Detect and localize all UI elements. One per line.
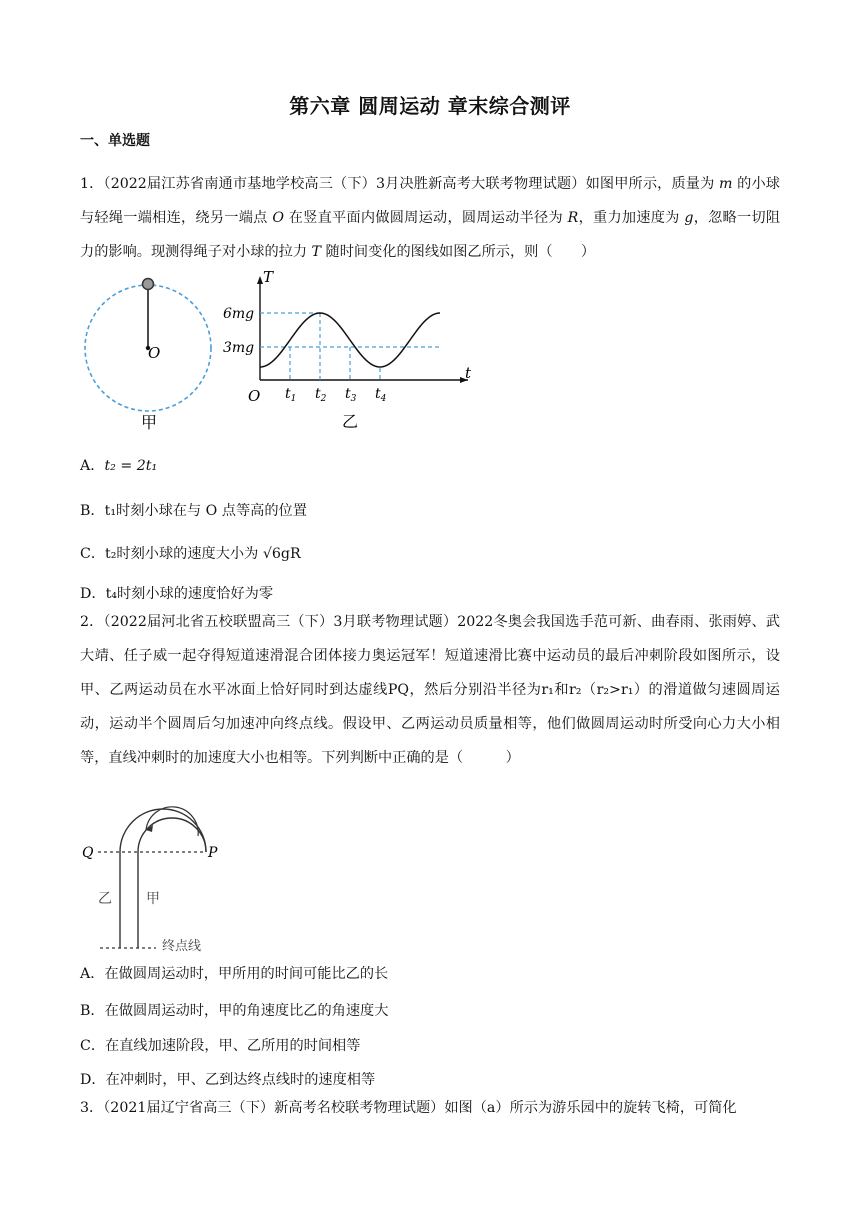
y-axis-label: T [263, 268, 274, 286]
track-yi [120, 809, 206, 948]
figure-skating-track [76, 800, 236, 960]
figure-circle-diagram [76, 268, 226, 438]
ball [143, 279, 154, 290]
tick-3mg: 3mg [223, 340, 255, 356]
question-1-text: 1．（2022届江苏省南通市基地学校高三（下）3月决胜新高考大联考物理试题）如图甲所示，质量为 m 的小球与轻绳一端相连，绕另一端点 O 在竖直平面内做圆周运动，圆周运动半径为 R，重力加速度为 g，忽略一切阻力的影响。现测得绳子对小球的拉力 T 随时间变化的图线如图乙所示，则（ ） [80, 176, 781, 260]
q1-option-a: A．t₂ = 2t₁ [80, 458, 158, 474]
track-jia [138, 818, 206, 948]
figure-caption-yi: 乙 [342, 412, 359, 431]
center-label: O [148, 344, 161, 362]
direction-arrow [146, 807, 198, 836]
question-number: 2． [80, 614, 104, 630]
q1-option-d: D．t₄时刻小球的速度恰好为零 [80, 586, 274, 602]
label-p: P [208, 845, 218, 861]
question-source: （2022届河北省五校联盟高三（下）3月联考物理试题） [103, 614, 458, 630]
question-source: （2022届江苏省南通市基地学校高三（下）3月决胜新高考大联考物理试题） [103, 176, 586, 192]
figure-caption-jia: 甲 [141, 413, 158, 432]
q1-option-c: C．t₂时刻小球的速度大小为 √6gR [80, 546, 301, 562]
question-2-text: 2．（2022届河北省五校联盟高三（下）3月联考物理试题）2022冬奥会我国选手范可新、曲春雨、张雨婷、武大靖、任子威一起夺得短道速滑混合团体接力奥运冠军！短道速滑比赛中运动员的最后冲刺阶段如图所示，设甲、乙两运动员在水平冰面上恰好同时到达虚线PQ，然后分别沿半径为r₁和r₂（r₂>r₁）的滑道做匀速圆周运动，运动半个圆周后匀加速冲向终点线。假设甲、乙两运动员质量相等，他们做圆周运动时所受向心力大小相等，直线冲刺时的加速度大小也相等。下列判断中正确的是（ ） [80, 614, 780, 766]
question-number: 1． [80, 176, 104, 192]
q2-option-a: A．在做圆周运动时，甲所用的时间可能比乙的长 [80, 966, 389, 982]
q2-option-b: B．在做圆周运动时，甲的角速度比乙的角速度大 [80, 1003, 389, 1019]
tick-t2: $t_2$ [315, 386, 327, 404]
tension-curve [260, 313, 440, 367]
tick-6mg: 6mg [223, 306, 255, 322]
section-heading: 一、单选题 [80, 133, 150, 149]
x-ticks [285, 386, 387, 404]
question-source: （2021届辽宁省高三（下）新高考名校联考物理试题） [103, 1100, 445, 1116]
label-yi: 乙 [98, 891, 112, 907]
question-3-text: 3．（2021届辽宁省高三（下）新高考名校联考物理试题）如图（a）所示为游乐园中的旋转飞椅，可简化 [80, 1100, 737, 1116]
tick-t4: $t_4$ [375, 386, 387, 404]
label-finish: 终点线 [162, 939, 202, 954]
page-title: 第六章 圆周运动 章末综合测评 [289, 94, 571, 118]
q2-option-d: D．在冲刺时，甲、乙到达终点线时的速度相等 [80, 1072, 376, 1088]
origin-label: O [248, 387, 261, 405]
question-number: 3． [80, 1100, 104, 1116]
x-axis-label: t [465, 364, 472, 382]
tick-t3: $t_3$ [345, 386, 357, 404]
tick-t1: $t_1$ [285, 386, 297, 404]
q2-option-c: C．在直线加速阶段，甲、乙所用的时间相等 [80, 1038, 361, 1054]
q1-option-b: B．t₁时刻小球在与 O 点等高的位置 [80, 503, 307, 519]
label-q: Q [82, 845, 94, 861]
label-jia: 甲 [146, 891, 160, 907]
figure-tension-graph [220, 268, 480, 436]
